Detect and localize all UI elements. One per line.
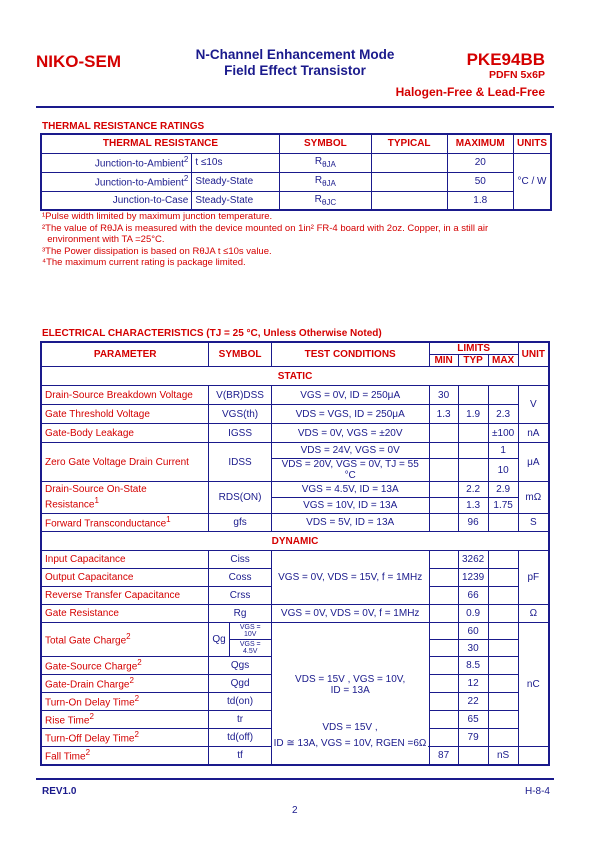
param-symbol: gfs	[209, 514, 271, 532]
param-symbol: VGS(th)	[209, 405, 271, 424]
static-label: STATIC	[41, 367, 549, 386]
th-parameter: PARAMETER	[41, 342, 209, 367]
param-typ: 65	[458, 711, 488, 729]
param-min: 1.3	[429, 405, 458, 424]
param-symbol: td(off)	[209, 729, 271, 747]
param-typ: 66	[458, 587, 488, 605]
param-unit: V	[518, 386, 549, 424]
param-max: 2.3	[488, 405, 518, 424]
param-symbol: V(BR)DSS	[209, 386, 271, 405]
param-cond: VDS = 24V, VGS = 0V	[271, 443, 429, 459]
footnote-2: ²The value of RθJA is measured with the device mounted on 1in² FR-4 board with 2oz. Copper, in a still air	[42, 222, 489, 234]
thermal-row	[41, 153, 551, 172]
param-name: Rise Time$^2$	[41, 711, 209, 729]
param-unit: nA	[518, 424, 549, 443]
package-type: PDFN 5x6P	[488, 69, 545, 81]
thermal-max: 50	[447, 172, 514, 191]
thermal-row	[41, 172, 551, 191]
electrical-table	[40, 341, 550, 766]
electrical-header-row	[41, 342, 549, 355]
table-row	[41, 386, 549, 405]
static-section-row	[41, 367, 549, 386]
param-unit: μA	[518, 443, 549, 482]
thermal-typ	[371, 153, 447, 172]
th-typical: TYPICAL	[371, 134, 447, 153]
param-name: Gate-Drain Charge$^2$	[41, 675, 209, 693]
param-name: Output Capacitance	[41, 569, 209, 587]
thermal-row	[41, 191, 551, 210]
param-typ: 2.2	[458, 482, 488, 498]
param-typ: 79	[458, 729, 488, 747]
param-symbol: IDSS	[209, 443, 271, 482]
table-row	[41, 623, 549, 640]
param-symbol: RDS(ON)	[209, 482, 271, 514]
param-typ: 0.9	[458, 605, 488, 623]
header-divider	[36, 106, 554, 108]
param-max	[488, 386, 518, 405]
param-cond: VDS = 0V, VGS = ±20V	[271, 424, 429, 443]
param-max	[488, 514, 518, 532]
th-typ: TYP	[458, 355, 488, 367]
dynamic-label: DYNAMIC	[41, 532, 549, 551]
param-name: Fall Time$^2$	[41, 747, 209, 765]
thermal-symbol: $R_{\theta JC}$	[279, 191, 371, 210]
param-name: Gate Resistance	[41, 605, 209, 623]
param-typ	[458, 424, 488, 443]
param-name: Zero Gate Voltage Drain Current	[41, 443, 209, 482]
param-unit: pF	[518, 551, 549, 605]
switching-conditions: VDS = 15V , ID ≅ 13A, VGS = 10V, RGEN =6Ω	[272, 720, 428, 752]
param-max: 1.75	[488, 498, 518, 514]
device-title-line2: Field Effect Transistor	[224, 63, 366, 78]
th-max: MAX	[488, 355, 518, 367]
footnotes	[42, 211, 552, 269]
param-symbol: Qgs	[209, 657, 271, 675]
th-symbol: SYMBOL	[279, 134, 371, 153]
param-typ: 3262	[458, 551, 488, 569]
thermal-table	[40, 133, 552, 211]
param-typ: 30	[458, 640, 488, 657]
thermal-name: Junction-to-Ambient$^2$	[41, 172, 192, 191]
thermal-symbol: $R_{\theta JA}$	[279, 172, 371, 191]
th-limits: LIMITS	[429, 342, 518, 355]
param-unit: Ω	[518, 605, 549, 623]
param-cond: VDS = 5V, ID = 13A	[271, 514, 429, 532]
company-name: NIKO-SEM	[36, 52, 121, 71]
param-symbol: tr	[209, 711, 271, 729]
thermal-typ	[371, 172, 447, 191]
param-typ: 1.9	[458, 405, 488, 424]
param-min: 30	[429, 386, 458, 405]
thermal-typ	[371, 191, 447, 210]
param-symbol: Qgd	[209, 675, 271, 693]
param-name: Total Gate Charge$^2$	[41, 623, 209, 657]
table-row	[41, 482, 549, 498]
param-name: Turn-On Delay Time$^2$	[41, 693, 209, 711]
param-typ: 8.5	[458, 657, 488, 675]
page-number: 2	[292, 805, 298, 816]
th-maximum: MAXIMUM	[447, 134, 514, 153]
param-cond: VGS = 0V, ID = 250μA	[271, 386, 429, 405]
param-cond: VDS = 20V, VGS = 0V, TJ = 55 °C	[271, 459, 429, 482]
param-subcond: VGS = 10V	[229, 623, 271, 640]
param-typ: 1239	[458, 569, 488, 587]
param-typ: 12	[458, 675, 488, 693]
device-title	[170, 47, 420, 79]
thermal-header-row	[41, 134, 551, 153]
param-name: Input Capacitance	[41, 551, 209, 569]
table-row	[41, 605, 549, 623]
param-name: Gate Threshold Voltage	[41, 405, 209, 424]
thermal-max: 1.8	[447, 191, 514, 210]
param-subcond: VGS = 4.5V	[229, 640, 271, 657]
footnote-1: ¹Pulse width limited by maximum junction temperature.	[42, 211, 273, 222]
param-typ: 60	[458, 623, 488, 640]
param-typ: 1.3	[458, 498, 488, 514]
footnote-4: ⁴The maximum current rating is package limited.	[42, 257, 246, 268]
param-cond: VGS = 4.5V, ID = 13A	[271, 482, 429, 498]
param-max: 10	[488, 459, 518, 482]
th-thermal-resistance: THERMAL RESISTANCE	[41, 134, 279, 153]
param-symbol: Crss	[209, 587, 271, 605]
param-typ: 87	[429, 747, 458, 765]
param-name: Gate-Body Leakage	[41, 424, 209, 443]
dynamic-section-row	[41, 532, 549, 551]
param-typ: 22	[458, 693, 488, 711]
param-symbol: tf	[209, 747, 271, 765]
param-symbol: IGSS	[209, 424, 271, 443]
param-unit: nS	[488, 747, 518, 765]
param-typ	[458, 386, 488, 405]
param-name: Gate-Source Charge$^2$	[41, 657, 209, 675]
thermal-name: Junction-to-Case	[41, 191, 192, 210]
param-typ: 96	[458, 514, 488, 532]
param-min	[429, 514, 458, 532]
thermal-section-title: THERMAL RESISTANCE RATINGS	[42, 121, 205, 132]
param-symbol: Qg	[209, 623, 229, 657]
th-min: MIN	[429, 355, 458, 367]
param-symbol: Ciss	[209, 551, 271, 569]
param-name: Turn-Off Delay Time$^2$	[41, 729, 209, 747]
param-cond: VGS = 10V, ID = 13A	[271, 498, 429, 514]
thermal-max: 20	[447, 153, 514, 172]
thermal-cond: Steady-State	[192, 172, 280, 191]
device-title-line1: N-Channel Enhancement Mode	[195, 47, 395, 62]
th-units: UNITS	[514, 134, 552, 153]
electrical-section-title: ELECTRICAL CHARACTERISTICS (TJ = 25 °C, Unless Otherwise Noted)	[42, 328, 382, 339]
param-unit: S	[518, 514, 549, 532]
param-name: Forward Transconductance$^1$	[41, 514, 209, 532]
param-max: 1	[488, 443, 518, 459]
footer-divider	[36, 778, 554, 780]
param-max: ±100	[488, 424, 518, 443]
table-row	[41, 424, 549, 443]
param-symbol: Coss	[209, 569, 271, 587]
th-unit: UNIT	[518, 342, 549, 367]
thermal-cond: t ≤10s	[192, 153, 280, 172]
param-unit: mΩ	[518, 482, 549, 514]
param-cond: VGS = 0V, VDS = 15V, f = 1MHz	[271, 551, 429, 605]
param-symbol: Rg	[209, 605, 271, 623]
thermal-symbol: $R_{\theta JA}$	[279, 153, 371, 172]
document-code: H-8-4	[524, 786, 550, 797]
revision-label: REV1.0	[42, 786, 77, 797]
halogen-free-label: Halogen-Free & Lead-Free	[395, 85, 545, 99]
th-test-conditions: TEST CONDITIONS	[271, 342, 429, 367]
param-max: 2.9	[488, 482, 518, 498]
thermal-name: Junction-to-Ambient$^2$	[41, 153, 192, 172]
th-symbol: SYMBOL	[209, 342, 271, 367]
table-row	[41, 405, 549, 424]
param-cond: VGS = 0V, VDS = 0V, f = 1MHz	[271, 605, 429, 623]
param-symbol: td(on)	[209, 693, 271, 711]
param-min	[429, 424, 458, 443]
param-cond: VDS = VGS, ID = 250μA	[271, 405, 429, 424]
param-name: Drain-Source Breakdown Voltage	[41, 386, 209, 405]
param-name: Drain-Source On-State Resistance$^1$	[41, 482, 209, 514]
param-unit: nC	[518, 623, 549, 747]
param-cond: VDS = 15V , VGS = 10V, ID = 13A	[271, 623, 429, 747]
footnote-3: ³The Power dissipation is based on RθJA t ≤10s value.	[42, 245, 272, 257]
part-number: PKE94BB	[466, 50, 545, 69]
table-row	[41, 514, 549, 532]
table-row	[41, 551, 549, 569]
table-row	[41, 443, 549, 459]
footnote-2-cont: environment with TA =25°C.	[42, 234, 165, 245]
thermal-units: °C / W	[514, 153, 552, 210]
thermal-cond: Steady-State	[192, 191, 280, 210]
param-name: Reverse Transfer Capacitance	[41, 587, 209, 605]
